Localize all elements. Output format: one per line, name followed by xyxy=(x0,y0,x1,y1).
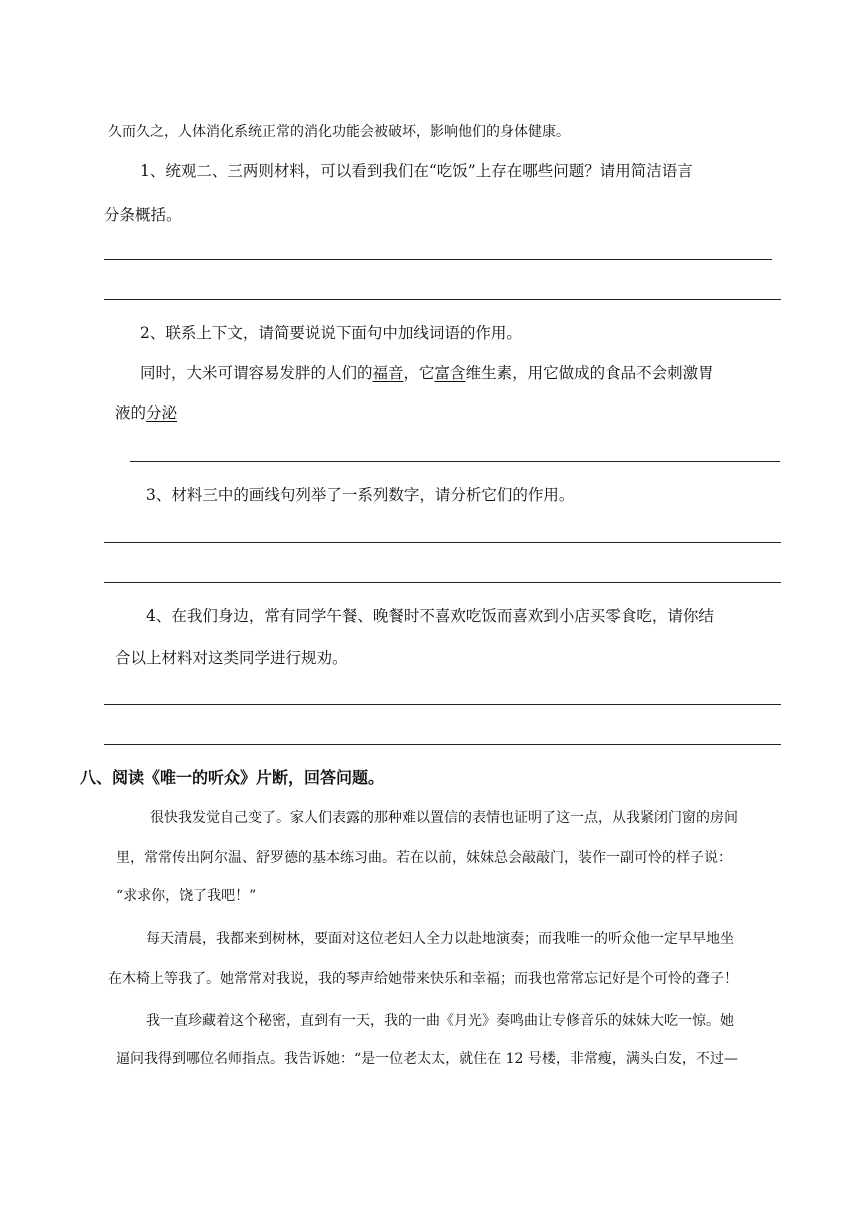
passage-text: 很快我发觉自己变了。家人们表露的那种难以置信的表情也证明了这一点，从我紧闭门窗的房间 xyxy=(150,810,738,826)
quote-text: ，它 xyxy=(403,364,435,382)
answer-line xyxy=(104,259,772,260)
passage-text: 我一直珍藏着这个秘密，直到有一天，我的一曲《月光》奏鸣曲让专修音乐的妹妹大吃一惊。她 xyxy=(146,1013,734,1029)
answer-line xyxy=(130,461,780,462)
answer-line xyxy=(104,704,781,705)
quote-text: 同时，大米可谓容易发胖的人们的 xyxy=(140,364,373,382)
passage-text: “求求你，饶了我吧！” xyxy=(116,888,257,904)
question-2-quote xyxy=(140,363,714,383)
question-2-text: 2、联系上下文，请简要说说下面句中加线词语的作用。 xyxy=(140,324,522,342)
underlined-word: 分泌 xyxy=(146,404,178,422)
quote-text: 维生素，用它做成的食品不会刺激胃 xyxy=(465,364,714,382)
question-4-text: 4、在我们身边，常有同学午餐、晚餐时不喜欢吃饭而喜欢到小店买零食吃，请你结 xyxy=(146,607,714,625)
intro-tail-text: 久而久之，人体消化系统正常的消化功能会被破坏，影响他们的身体健康。 xyxy=(108,124,570,140)
answer-line xyxy=(104,582,781,583)
passage-text: 里，常常传出阿尔温、舒罗德的基本练习曲。若在以前，妹妹总会敲敲门，装作一副可怜的样子说： xyxy=(116,850,732,866)
question-3-text: 3、材料三中的画线句列举了一系列数字，请分析它们的作用。 xyxy=(146,486,575,504)
answer-line xyxy=(104,299,781,300)
question-2-quote-cont xyxy=(115,403,177,423)
question-4-text-cont: 合以上材料对这类同学进行规劝。 xyxy=(115,649,348,667)
section-8-heading: 八、阅读《唯一的听众》片断，回答问题。 xyxy=(80,768,385,787)
underlined-word: 富含 xyxy=(434,364,466,382)
underlined-word: 福音 xyxy=(372,364,404,382)
question-1-text-cont: 分条概括。 xyxy=(104,206,182,224)
passage-text: 每天清晨，我都来到树林，要面对这位老妇人全力以赴地演奏；而我唯一的听众他一定早早地坐 xyxy=(146,931,734,947)
answer-line xyxy=(104,744,781,745)
question-1-text: 1、统观二、三两则材料，可以看到我们在“吃饭”上存在哪些问题？请用简洁语言 xyxy=(140,162,693,180)
passage-text: 在木椅上等我了。她常常对我说，我的琴声给她带来快乐和幸福；而我也常常忘记好是个可怜的聋子！ xyxy=(108,971,738,987)
quote-text: 液的 xyxy=(115,404,147,422)
answer-line xyxy=(104,542,781,543)
passage-text: 逼问我得到哪位名师指点。我告诉她：“是一位老太太，就住在 12 号楼，非常瘦，满头白发，不过— xyxy=(116,1051,738,1067)
